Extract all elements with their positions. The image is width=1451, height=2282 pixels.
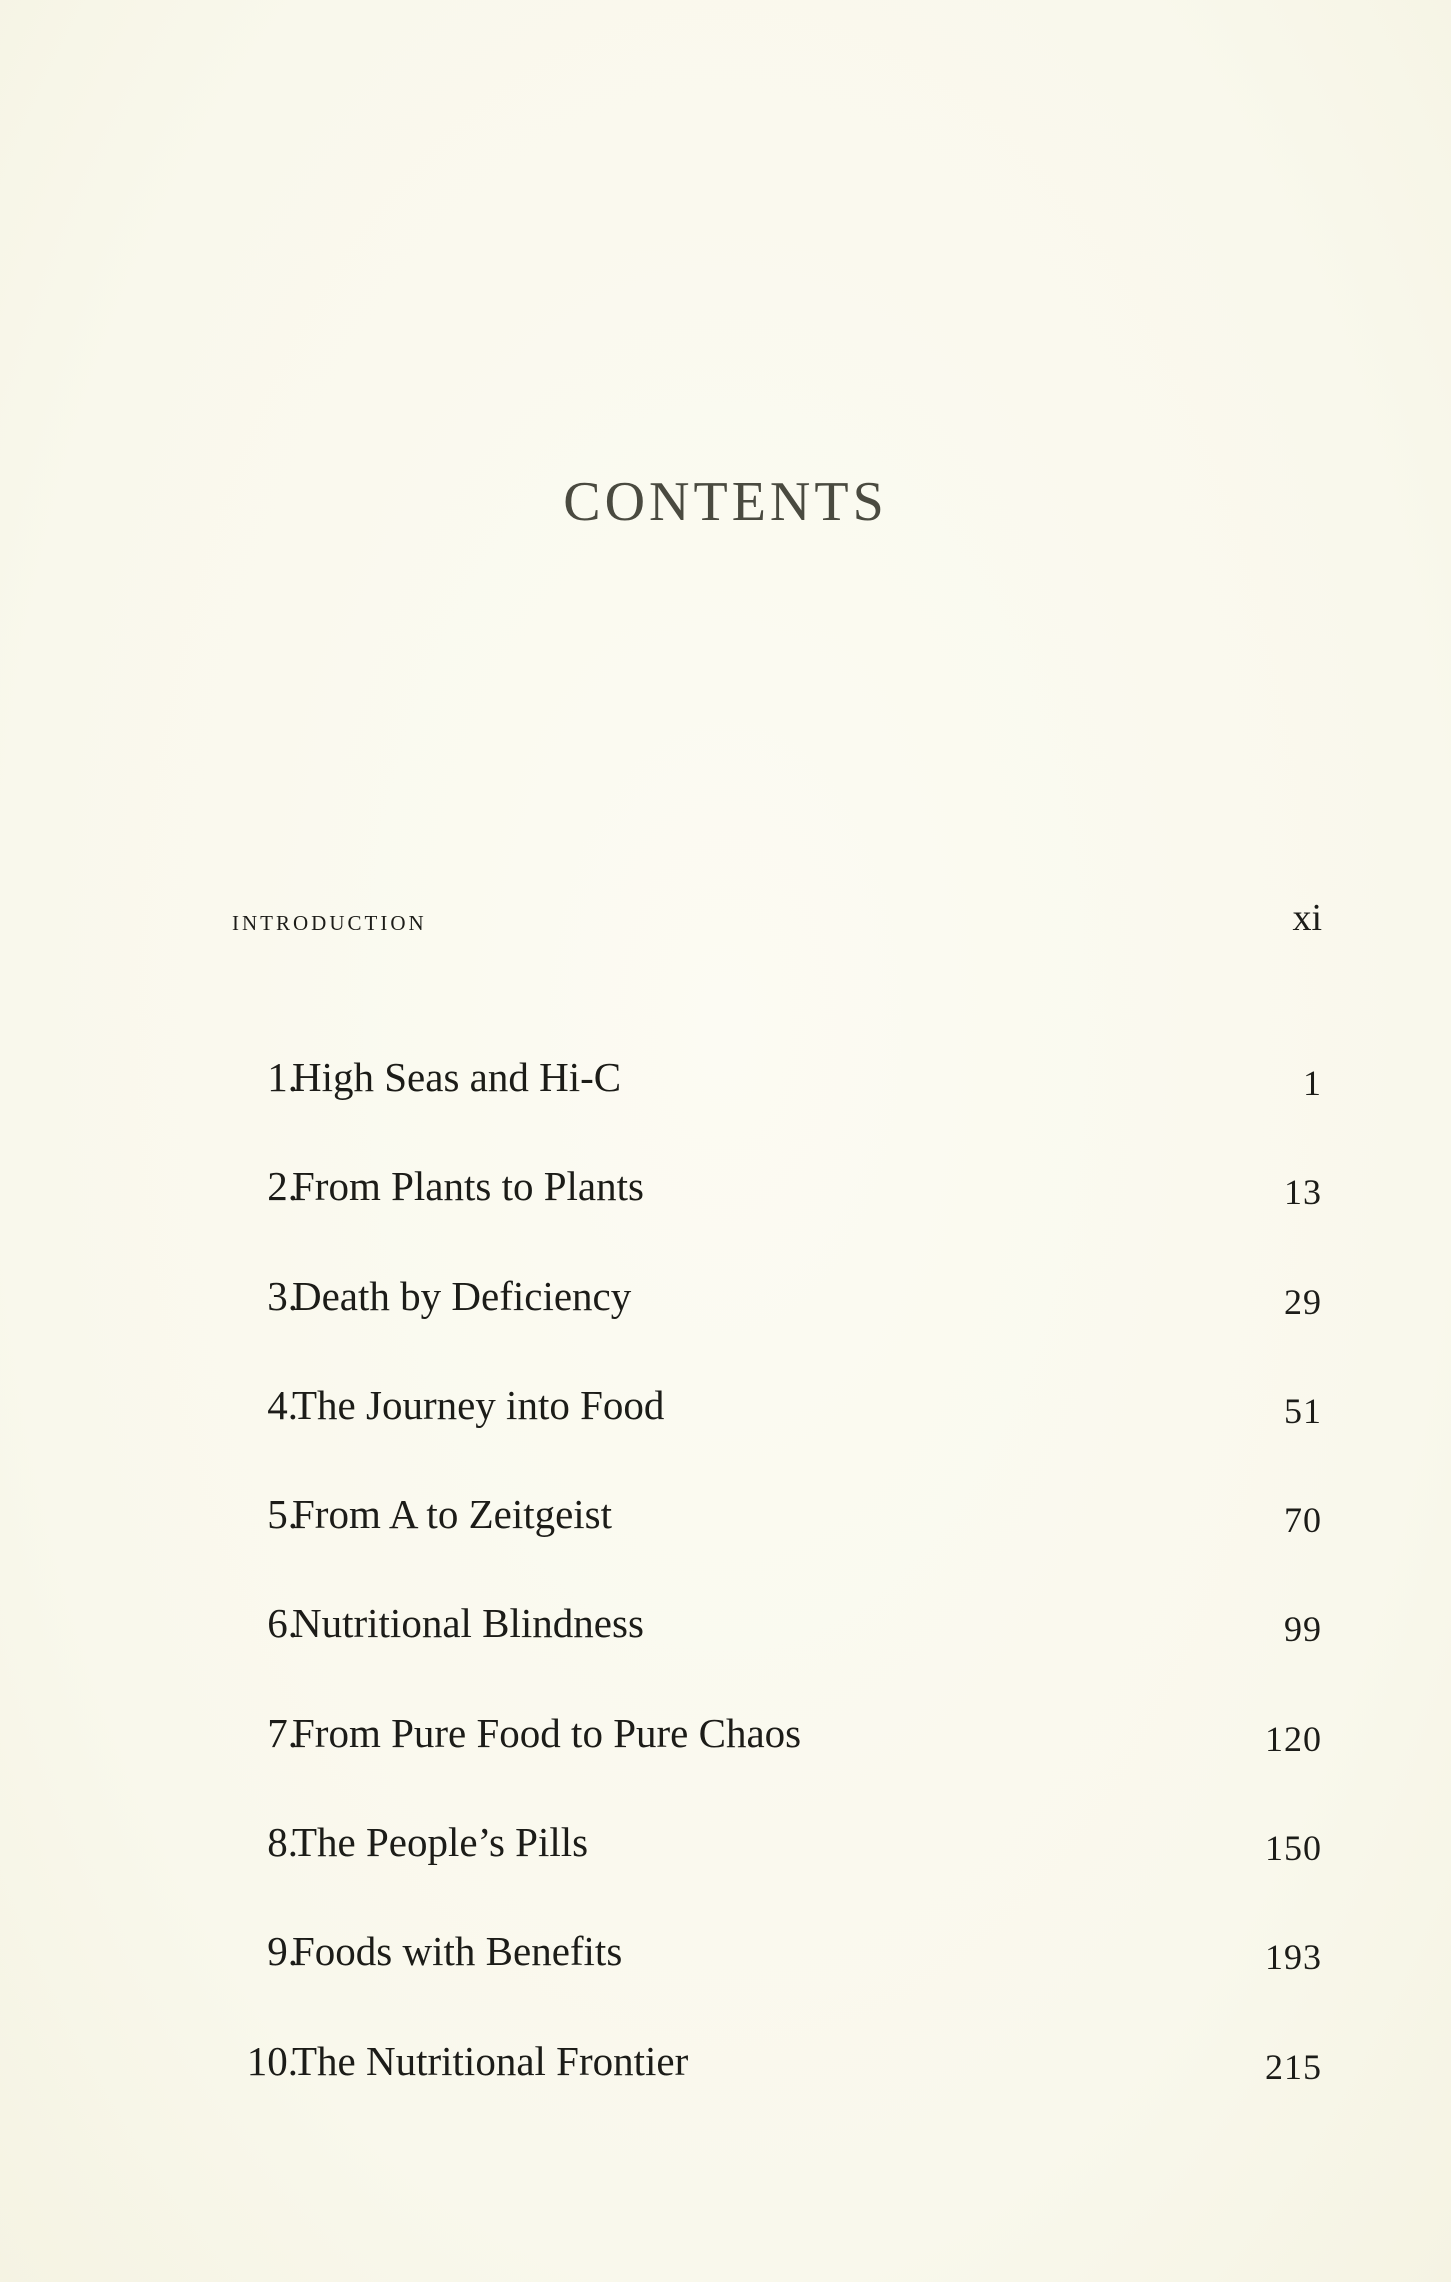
chapter-page-number: 215 [1265, 2046, 1322, 2087]
chapter-number: 3. [267, 1272, 298, 1319]
chapter-page-number: 13 [1284, 1172, 1322, 1213]
chapter-title: From A to Zeitgeist [292, 1491, 613, 1538]
toc-chapter-entry[interactable] [232, 1817, 1322, 1926]
toc-chapter-entry[interactable] [232, 1161, 1322, 1270]
chapter-page-number: 193 [1265, 1937, 1322, 1978]
toc-chapter-entry[interactable] [232, 1598, 1322, 1707]
chapter-number: 10. [246, 2037, 298, 2084]
chapter-title: Foods with Benefits [292, 1928, 623, 1975]
chapter-page-number: 70 [1284, 1500, 1322, 1541]
chapter-number: 6. [267, 1600, 298, 1647]
toc-chapter-entry[interactable] [232, 1380, 1322, 1489]
toc-chapter-entry[interactable] [232, 1271, 1322, 1380]
toc-introduction-entry[interactable] [232, 896, 1322, 946]
chapter-title: Death by Deficiency [292, 1272, 632, 1319]
chapter-title: The Nutritional Frontier [292, 2037, 689, 2084]
toc-chapter-entry[interactable] [232, 1489, 1322, 1598]
chapter-number: 8. [267, 1819, 298, 1866]
introduction-page-number: xi [1292, 897, 1322, 939]
chapter-title: Nutritional Blindness [292, 1600, 644, 1647]
chapter-title: The People’s Pills [292, 1819, 589, 1866]
chapter-page-number: 29 [1284, 1281, 1322, 1322]
chapter-page-number: 51 [1284, 1390, 1322, 1431]
toc-chapter-entry[interactable] [232, 1926, 1322, 2035]
chapter-title: From Plants to Plants [292, 1163, 644, 1210]
chapter-page-number: 99 [1284, 1609, 1322, 1650]
chapter-title: High Seas and Hi-C [292, 1054, 622, 1100]
introduction-label: introduction [232, 904, 427, 937]
chapter-page-number: 1 [1303, 1063, 1322, 1103]
chapter-number: 4. [267, 1381, 298, 1428]
chapter-number: 7. [267, 1709, 298, 1756]
chapter-page-number: 150 [1265, 1828, 1322, 1869]
chapter-list [232, 1052, 1322, 2145]
page-title: CONTENTS [563, 470, 888, 533]
chapter-title: From Pure Food to Pure Chaos [292, 1709, 802, 1756]
chapter-number: 1. [267, 1054, 298, 1100]
chapter-number: 9. [267, 1928, 298, 1975]
chapter-number: 2. [267, 1163, 298, 1210]
toc-chapter-entry[interactable] [232, 2036, 1322, 2145]
toc-chapter-entry[interactable] [232, 1052, 1322, 1161]
toc-chapter-entry[interactable] [232, 1708, 1322, 1817]
chapter-page-number: 120 [1265, 1718, 1322, 1759]
chapter-title: The Journey into Food [292, 1381, 665, 1428]
chapter-number: 5. [267, 1491, 298, 1538]
